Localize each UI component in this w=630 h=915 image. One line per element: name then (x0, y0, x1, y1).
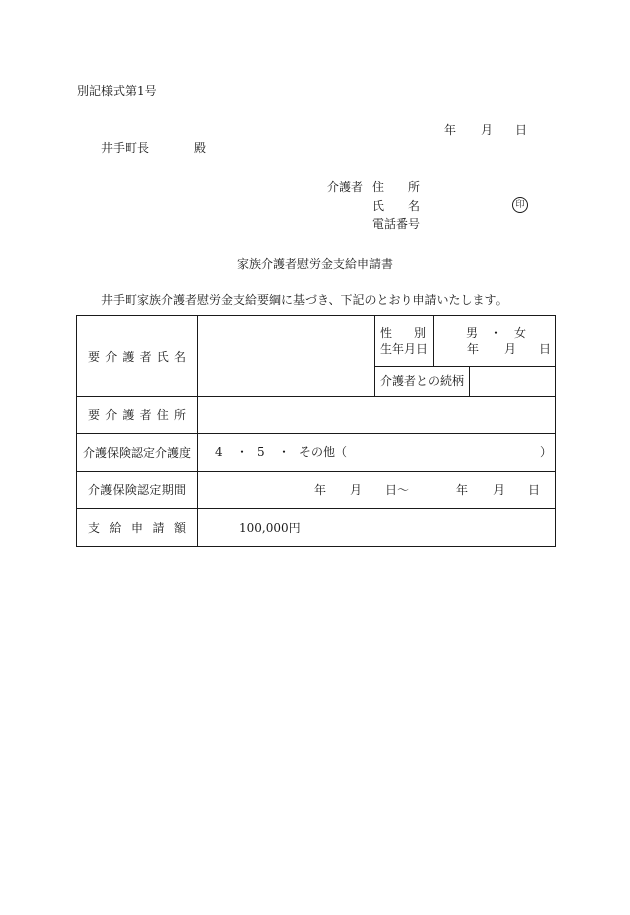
care-period-label-char: 保 (112, 483, 125, 497)
application-table (76, 315, 556, 547)
applicant-phone-label: 電話番号 (372, 217, 421, 231)
document-title: 家族介護者慰労金支給申請書 (236, 257, 393, 271)
date-month-label: 月 (481, 123, 494, 137)
patient-address-label-char: 者 (139, 408, 152, 422)
period-end-month-unit: 月 (493, 483, 506, 497)
addressee-honorific: 殿 (194, 141, 207, 155)
amount-requested-label-char: 申 (130, 520, 143, 535)
birthdate-label: 生年月日 (380, 342, 429, 356)
applicant-name-label (372, 199, 420, 213)
care-level-option-4[interactable]: 4 (215, 445, 223, 459)
gender-option-male[interactable]: 男 (466, 326, 479, 340)
care-level-other-close: ） (540, 445, 553, 459)
care-level-separator: ・ (278, 445, 291, 459)
gender-option-female[interactable]: 女 (514, 326, 527, 340)
period-end-year-unit: 年 (456, 483, 469, 497)
table-column-divider (374, 316, 375, 396)
patient-name-label-char: 氏 (156, 349, 169, 364)
patient-name-label-char: 要 (88, 349, 101, 364)
period-start-year-unit: 年 (314, 483, 327, 497)
birthdate-year-unit: 年 (467, 342, 480, 356)
patient-address-label-char: 住 (156, 408, 169, 422)
patient-name-label-char: 護 (122, 349, 135, 364)
care-period-label-char: 介 (88, 483, 101, 497)
patient-address-label-char: 要 (88, 408, 101, 422)
table-column-divider (469, 366, 470, 396)
intro-text: 井手町家族介護者慰労金支給要綱に基づき、下記のとおり申請いたします。 (101, 293, 508, 307)
patient-name-label (77, 316, 197, 396)
care-level-separator: ・ (236, 445, 249, 459)
table-row-divider (374, 366, 555, 367)
patient-name-label-char: 介 (105, 349, 118, 364)
amount-requested-label-char: 額 (173, 520, 186, 535)
period-start-day-unit: 日～ (385, 483, 410, 497)
gender-separator: ・ (490, 326, 503, 340)
patient-name-label-char: 者 (139, 349, 152, 364)
birthdate-day-unit: 日 (539, 342, 552, 356)
patient-address-label-char: 護 (122, 408, 135, 422)
patient-name-label-char: 名 (173, 349, 186, 364)
amount-requested-label-char: 給 (109, 520, 122, 535)
care-level-label (77, 433, 197, 471)
birthdate-month-unit: 月 (504, 342, 517, 356)
amount-requested-label (77, 508, 197, 546)
amount-value: 100,000円 (239, 521, 301, 535)
care-level-label-text: 介護保険認定介護度 (82, 445, 191, 460)
form-code: 別記様式第1号 (77, 84, 157, 98)
patient-address-label-char: 介 (105, 408, 118, 422)
care-period-label-char: 護 (100, 483, 113, 497)
table-column-divider (433, 316, 434, 366)
gender-label-char: 別 (413, 326, 426, 340)
gender-label-char: 性 (380, 326, 393, 340)
applicant-address-label-char: 所 (407, 180, 420, 194)
seal-mark: 印 (512, 197, 528, 213)
period-end-day-unit: 日 (528, 483, 541, 497)
patient-address-label (77, 396, 197, 433)
date-year-label: 年 (444, 123, 457, 137)
care-period-label-char: 険 (124, 483, 137, 497)
table-column-divider (197, 316, 198, 546)
addressee-title: 井手町長 (101, 141, 150, 155)
amount-requested-label-char: 請 (152, 520, 165, 535)
care-period-label (77, 471, 197, 508)
care-period-label-char: 期 (161, 483, 174, 497)
amount-requested-label-char: 支 (88, 520, 101, 535)
patient-address-label-char: 所 (173, 408, 186, 422)
care-level-option-other[interactable]: その他（ (299, 445, 348, 459)
applicant-address-label-char: 住 (372, 180, 385, 194)
care-period-label-char: 定 (149, 483, 162, 497)
relationship-label: 介護者との続柄 (380, 374, 465, 388)
care-period-label-char: 認 (137, 483, 150, 497)
date-day-label: 日 (515, 123, 528, 137)
care-level-option-5[interactable]: 5 (257, 445, 265, 459)
gender-label (380, 326, 426, 340)
applicant-name-label-char: 氏 (372, 199, 385, 213)
applicant-name-label-char: 名 (407, 199, 420, 213)
period-start-month-unit: 月 (350, 483, 363, 497)
care-period-label-char: 間 (173, 483, 186, 497)
caregiver-label: 介護者 (327, 180, 364, 194)
applicant-address-label (372, 180, 420, 194)
